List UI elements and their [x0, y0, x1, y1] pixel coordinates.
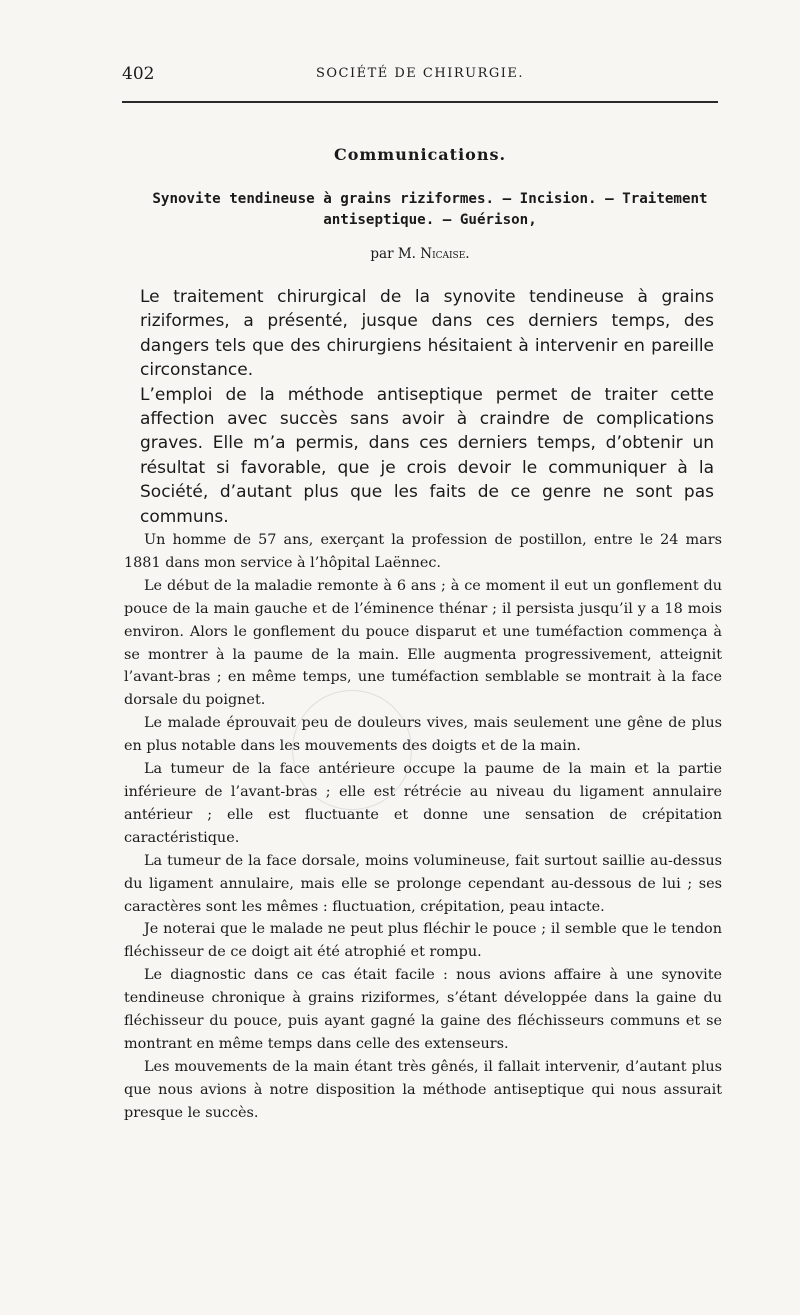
- running-head: SOCIÉTÉ DE CHIRURGIE.: [315, 66, 525, 81]
- intro-paragraph: Le traitement chirurgical de la synovite tendineuse à grains riziformes, a présenté, jusque dans ces derniers temps, des dangers tels que des chirurgiens hésitaient à intervenir en pareille circonstance.: [140, 287, 714, 381]
- byline: [122, 246, 718, 262]
- case-paragraph: Je noterai que le malade ne peut plus fléchir le pouce ; il semble que le tendon fléchisseur de ce doigt ait été atrophié et rompu.: [124, 921, 722, 961]
- case-paragraph: Un homme de 57 ans, exerçant la profession de postillon, entre le 24 mars 1881 dans mon service à l’hôpital Laënnec.: [124, 532, 722, 571]
- author-name: Nicaise.: [420, 246, 470, 262]
- byline-prefix: par M.: [370, 246, 421, 262]
- page-header: [122, 60, 718, 90]
- article-title: [150, 189, 710, 231]
- article-title-line-1: Synovite tendineuse à grains riziformes. — Incision. — Traitement: [152, 191, 708, 207]
- page-number: 402: [122, 64, 155, 84]
- case-paragraph: La tumeur de la face dorsale, moins volumineuse, fait surtout saillie au-dessus du ligament annulaire, mais elle se prolonge cependant au-dessous de lui ; ses caractères sont les mêmes : fluctuation, crépitation, peau intacte.: [124, 852, 722, 915]
- case-paragraph: Le diagnostic dans ce cas était facile : nous avions affaire à une synovite tendineuse chronique à grains riziformes, s’étant développée dans la gaine du fléchisseur du pouce, puis ayant gagné la gaine des fléchisseurs communs et se montrant en même temps dans celle des extenseurs.: [124, 967, 722, 1052]
- case-report-text: [124, 529, 722, 1125]
- section-title: Communications.: [333, 145, 507, 164]
- intro-text: [140, 285, 714, 529]
- case-paragraph: Le malade éprouvait peu de douleurs vives, mais seulement une gêne de plus en plus notable dans les mouvements des doigts et de la main.: [124, 715, 722, 755]
- case-paragraph: La tumeur de la face antérieure occupe la paume de la main et la partie inférieure de l’avant-bras ; elle est rétrécie au niveau du ligament annulaire antérieur ; elle est fluctuante et donne une sensation de crépitation caractéristique.: [124, 761, 722, 846]
- case-paragraph: Le début de la maladie remonte à 6 ans ; à ce moment il eut un gonflement du pouce de la main gauche et de l’éminence thénar ; il persista jusqu’il y a 18 mois environ. Alors le gonflement du pouce disparut et une tuméfaction commença à se montrer à la paume de la main. Elle augmenta progressivement, atteignit l’avant-bras ; en même temps, une tuméfaction semblable se montrait à la face dorsale du poignet.: [124, 577, 722, 709]
- article-title-line-2: antiseptique. — Guérison,: [323, 212, 537, 228]
- intro-paragraph: L’emploi de la méthode antiseptique permet de traiter cette affection avec succès sans avoir à craindre de complications graves. Elle m’a permis, dans ces derniers temps, d’obtenir un résultat si favorable, que je crois devoir le communiquer à la Société, d’autant plus que les faits de ce genre ne sont pas communs.: [140, 384, 714, 527]
- case-paragraph: Les mouvements de la main étant très gênés, il fallait intervenir, d’autant plus que nous avions à notre disposition la méthode antiseptique qui nous assurait presque le succès.: [124, 1058, 722, 1121]
- header-rule: [122, 101, 718, 103]
